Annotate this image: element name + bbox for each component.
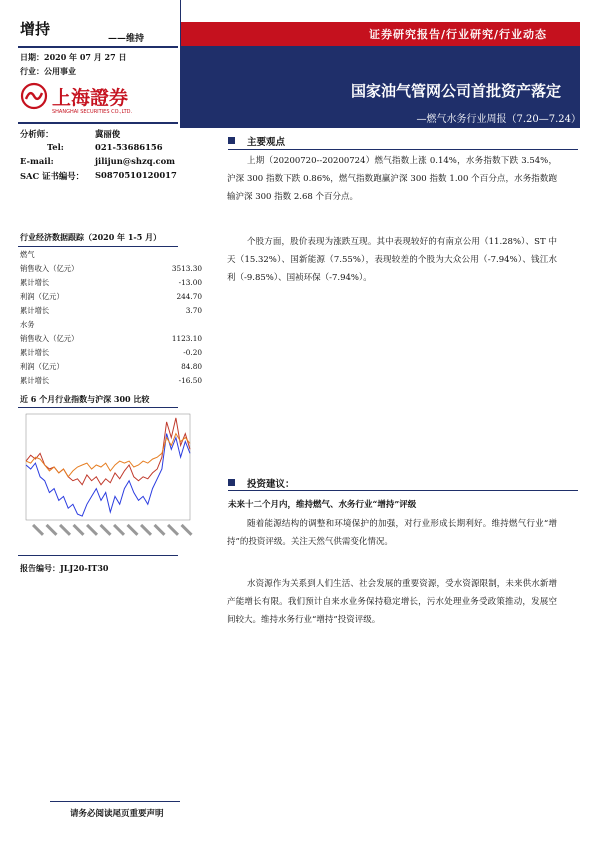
section-subtitle: 未来十二个月内，维持燃气、水务行业“增持”评级 bbox=[228, 500, 417, 510]
x-tick-mark bbox=[86, 524, 98, 536]
table-row bbox=[20, 362, 202, 376]
divider bbox=[228, 149, 578, 150]
x-tick-mark bbox=[113, 524, 125, 536]
industry: 行业：公用事业 bbox=[20, 66, 76, 76]
email-value[interactable]: jilijun@shzq.com bbox=[95, 156, 176, 166]
doc-type: 证券研究报告/行业研究/行业动态 bbox=[368, 28, 547, 41]
section-title: 投资建议： bbox=[247, 479, 295, 490]
row-label: 销售收入（亿元） bbox=[20, 264, 79, 273]
chart-title: 近 6 个月行业指数与沪深 300 比较 bbox=[20, 394, 150, 404]
section-key-points bbox=[228, 134, 285, 148]
section-investment bbox=[228, 476, 295, 490]
divider bbox=[18, 246, 178, 247]
row-value: 1123.10 bbox=[171, 334, 202, 343]
logo-cn: 上海證券 bbox=[52, 87, 129, 109]
table-row bbox=[20, 250, 202, 264]
x-tick-mark bbox=[154, 524, 166, 536]
x-tick-mark bbox=[46, 524, 58, 536]
row-label: 累计增长 bbox=[20, 348, 50, 357]
divider bbox=[18, 407, 178, 408]
row-value: 84.80 bbox=[181, 362, 202, 371]
sac-label: SAC 证书编号： bbox=[20, 171, 85, 181]
row-value: 244.70 bbox=[176, 292, 202, 301]
company-logo bbox=[18, 80, 178, 116]
sac-value: S0870510120017 bbox=[95, 170, 177, 180]
row-value: 3513.30 bbox=[171, 264, 202, 273]
row-label: 利润（亿元） bbox=[20, 292, 64, 301]
x-tick-mark bbox=[100, 524, 112, 536]
row-label: 燃气 bbox=[20, 250, 35, 259]
square-bullet-icon bbox=[228, 137, 235, 144]
divider bbox=[228, 490, 578, 491]
table-row bbox=[20, 334, 202, 348]
chart-svg bbox=[18, 410, 194, 550]
divider bbox=[18, 555, 178, 556]
series-line-3 bbox=[26, 434, 190, 477]
paragraph: 上期（20200720--20200724）燃气指数上涨 0.14%，水务指数下跌 3.54%，沪深 300 指数下跌 0.86%，燃气指数跑赢沪深 300 指数 1.00 个百分点，水务指数跑输沪深 300 指数 2.68 个百分点。 bbox=[227, 156, 557, 202]
analyst-label: 分析师： bbox=[20, 129, 54, 139]
table-row bbox=[20, 264, 202, 278]
index-comparison-chart bbox=[18, 410, 194, 550]
x-tick-mark bbox=[167, 524, 179, 536]
series-line-2 bbox=[26, 434, 190, 516]
logo-en: SHANGHAI SECURITIES CO.,LTD. bbox=[52, 109, 133, 115]
table-row bbox=[20, 306, 202, 320]
row-label: 累计增长 bbox=[20, 376, 50, 385]
rating: 增持 bbox=[20, 20, 51, 38]
paragraph: 个股方面，股价表现为涨跌互现。其中表现较好的有南京公用（11.28%）、ST 中天（15.32%）、国新能源（7.55%），表现较差的个股为大众公用（-7.94%）、钱江水利（-9.85%）、国祯环保（-7.94%）。 bbox=[227, 237, 557, 283]
report-title: 国家油气管网公司首批资产落定 bbox=[350, 82, 561, 100]
x-tick-mark bbox=[127, 524, 139, 536]
row-value: -0.20 bbox=[183, 348, 202, 357]
report-number: 报告编号：JLJ20-IT30 bbox=[20, 563, 109, 573]
divider bbox=[18, 122, 178, 124]
row-value: -13.00 bbox=[178, 278, 202, 287]
square-bullet-icon bbox=[228, 479, 235, 486]
table-row bbox=[20, 348, 202, 362]
row-label: 销售收入（亿元） bbox=[20, 334, 79, 343]
series-line-1 bbox=[26, 418, 190, 485]
x-tick-mark bbox=[73, 524, 85, 536]
divider bbox=[50, 801, 180, 802]
row-label: 水务 bbox=[20, 320, 35, 329]
row-label: 累计增长 bbox=[20, 278, 50, 287]
x-tick-mark bbox=[181, 524, 193, 536]
x-tick-mark bbox=[32, 524, 44, 536]
tel-value: 021-53686156 bbox=[95, 142, 163, 152]
paragraph: 随着能源结构的调整和环境保护的加强，对行业形成长期利好。维持燃气行业“增持”的投资评级。关注天然气供需变化情况。 bbox=[227, 519, 557, 547]
analyst-name: 冀丽俊 bbox=[95, 129, 121, 139]
x-tick-mark bbox=[59, 524, 71, 536]
row-label: 累计增长 bbox=[20, 306, 50, 315]
row-value: -16.50 bbox=[178, 376, 202, 385]
table-row bbox=[20, 320, 202, 334]
row-label: 利润（亿元） bbox=[20, 362, 64, 371]
report-date: 日期：2020 年 07 月 27 日 bbox=[20, 52, 127, 62]
tel-label: Tel: bbox=[47, 142, 64, 152]
section-title: 主要观点 bbox=[247, 137, 286, 148]
x-tick-mark bbox=[140, 524, 152, 536]
rating-sub: ——维持 bbox=[108, 34, 145, 44]
footer-note: 请务必阅读尾页重要声明 bbox=[70, 809, 164, 819]
table-row bbox=[20, 376, 202, 390]
table-row bbox=[20, 292, 202, 306]
table-title: 行业经济数据跟踪（2020 年 1-5 月） bbox=[20, 232, 162, 242]
email-label: E-mail: bbox=[20, 156, 54, 166]
table-row bbox=[20, 278, 202, 292]
divider bbox=[18, 46, 178, 48]
report-subtitle: —燃气水务行业周报（7.20—7.24） bbox=[416, 114, 581, 125]
paragraph: 水资源作为关系到人们生活、社会发展的重要资源，受水资源限制，未来供水新增产能增长有限。我们预计自来水业务保持稳定增长，污水处理业务受政策推动，发展空间较大。维持水务行业“增持”投资评级。 bbox=[227, 579, 557, 625]
row-value: 3.70 bbox=[185, 306, 202, 315]
